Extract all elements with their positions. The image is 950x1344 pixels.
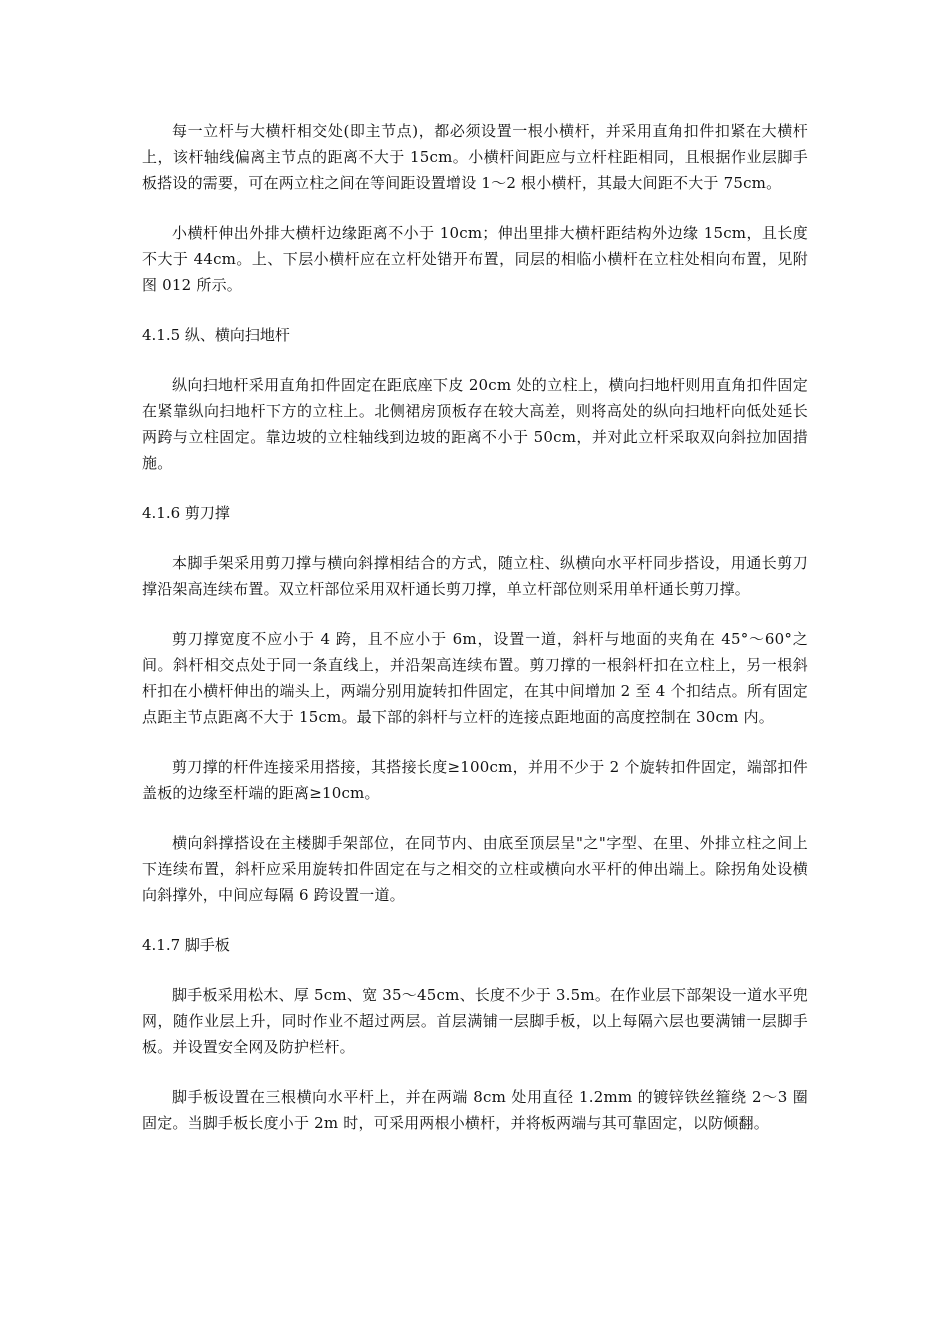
section-heading-4-1-6: 4.1.6 剪刀撑	[142, 504, 230, 522]
document-body	[142, 118, 808, 1160]
paragraph-sweeping-rod: 纵向扫地杆采用直角扣件固定在距底座下皮 20cm 处的立柱上，横向扫地杆则用直角扣件固定在紧靠纵向扫地杆下方的立柱上。北侧裙房顶板存在较大高差，则将高处的纵向扫地杆向低处延长两跨与立柱固定。靠边坡的立柱轴线到边坡的距离不小于 50cm，并对此立杆采取双向斜拉加固措施。	[142, 376, 808, 472]
paragraph-scaffold-board-material: 脚手板采用松木、厚 5cm、宽 35～45cm、长度不少于 3.5m。在作业层下部架设一道水平兜网，随作业层上升，同时作业不超过两层。首层满铺一层脚手板，以上每隔六层也要满铺一层脚手板。并设置安全网及防护栏杆。	[142, 986, 808, 1056]
paragraph-crossbar-extension: 小横杆伸出外排大横杆边缘距离不小于 10cm；伸出里排大横杆距结构外边缘 15cm，且长度不大于 44cm。上、下层小横杆应在立杆处错开布置，同层的相临小横杆在立柱处相向布置，见附图 012 所示。	[142, 224, 808, 294]
paragraph-scissor-brace-width: 剪刀撑宽度不应小于 4 跨，且不应小于 6m，设置一道，斜杆与地面的夹角在 45°～60°之间。斜杆相交点处于同一条直线上，并沿架高连续布置。剪刀撑的一根斜杆扣在立柱上，另一根斜杆扣在小横杆伸出的端头上，两端分别用旋转扣件固定，在其中间增加 2 至 4 个扣结点。所有固定点距主节点距离不大于 15cm。最下部的斜杆与立杆的连接点距地面的高度控制在 30cm 内。	[142, 630, 808, 726]
section-heading-4-1-5: 4.1.5 纵、横向扫地杆	[142, 326, 290, 344]
paragraph-transverse-diagonal-brace: 横向斜撑搭设在主楼脚手架部位，在同节内、由底至顶层呈"之"字型、在里、外排立柱之间上下连续布置，斜杆应采用旋转扣件固定在与之相交的立柱或横向水平杆的伸出端上。除拐角处设横向斜撑外，中间应每隔 6 跨设置一道。	[142, 834, 808, 904]
paragraph-scaffold-board-fixing: 脚手板设置在三根横向水平杆上，并在两端 8cm 处用直径 1.2mm 的镀锌铁丝箍绕 2～3 圈固定。当脚手板长度小于 2m 时，可采用两根小横杆，并将板两端与其可靠固定，以防倾翻。	[142, 1088, 808, 1132]
section-heading-4-1-7: 4.1.7 脚手板	[142, 936, 230, 954]
paragraph-scissor-brace-joint: 剪刀撑的杆件连接采用搭接，其搭接长度≥100cm，并用不少于 2 个旋转扣件固定，端部扣件盖板的边缘至杆端的距离≥10cm。	[142, 758, 808, 802]
paragraph-crossbar-at-main-node: 每一立杆与大横杆相交处(即主节点)，都必须设置一根小横杆，并采用直角扣件扣紧在大横杆上，该杆轴线偏离主节点的距离不大于 15cm。小横杆间距应与立杆柱距相同，且根据作业层脚手板搭设的需要，可在两立柱之间在等间距设置增设 1～2 根小横杆，其最大间距不大于 75cm。	[142, 122, 808, 192]
paragraph-scissor-brace-method: 本脚手架采用剪刀撑与横向斜撑相结合的方式，随立柱、纵横向水平杆同步搭设，用通长剪刀撑沿架高连续布置。双立杆部位采用双杆通长剪刀撑，单立杆部位则采用单杆通长剪刀撑。	[142, 554, 808, 598]
